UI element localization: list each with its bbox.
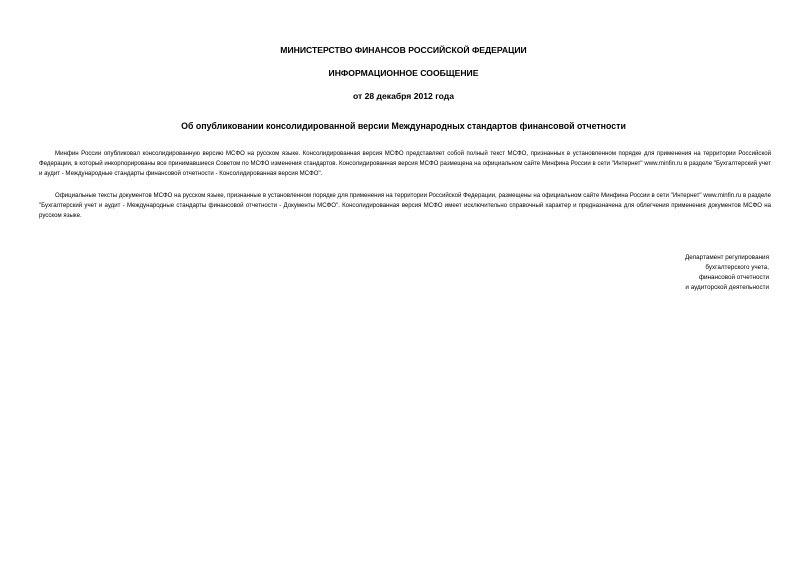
- signature-line-2: бухгалтерского учета,: [705, 264, 769, 271]
- body-paragraph-1: Минфин России опубликовал консолидированную версию МСФО на русском языке. Консолидированная версия МСФО представляет собой полный текст МСФО, признанных в установленном порядке для применения на территории Российской Федерации, в который инкорпорированы все принимавшиеся Советом по МСФО изменения стандартов. Консолидированная версия МСФО размещена на официальном сайте Минфина России в сети "Интернет" www.minfin.ru в разделе "Бухгалтерский учет и аудит - Международные стандарты финансовой отчетности - Консолидированная версия МСФО".: [39, 150, 771, 177]
- signature-line-3: финансовой отчетности: [698, 274, 769, 281]
- signature-line-1: Департамент регулирования: [685, 254, 769, 261]
- body-paragraph-2: Официальные тексты документов МСФО на русском языке, признанные в установленном порядке для применения на территории Российской Федерации, размещены на официальном сайте Минфина России в сети "Интернет" www.minfin.ru в разделе "Бухгалтерский учет и аудит - Международные стандарты финансовой отчетности - Документы МСФО". Консолидированная версия МСФО имеет исключительно справочный характер и предназначена для облегчения применения документов МСФО на русском языке.: [39, 192, 771, 219]
- document-subject: Об опубликовании консолидированной версии Международных стандартов финансовой отчетности: [181, 121, 626, 131]
- ministry-heading: МИНИСТЕРСТВО ФИНАНСОВ РОССИЙСКОЙ ФЕДЕРАЦИИ: [280, 45, 527, 55]
- signature-block: [685, 253, 769, 293]
- document-date: от 28 декабря 2012 года: [352, 91, 455, 101]
- document-type-heading: ИНФОРМАЦИОННОЕ СООБЩЕНИЕ: [328, 68, 479, 78]
- signature-line-4: и аудиторской деятельности: [685, 284, 769, 291]
